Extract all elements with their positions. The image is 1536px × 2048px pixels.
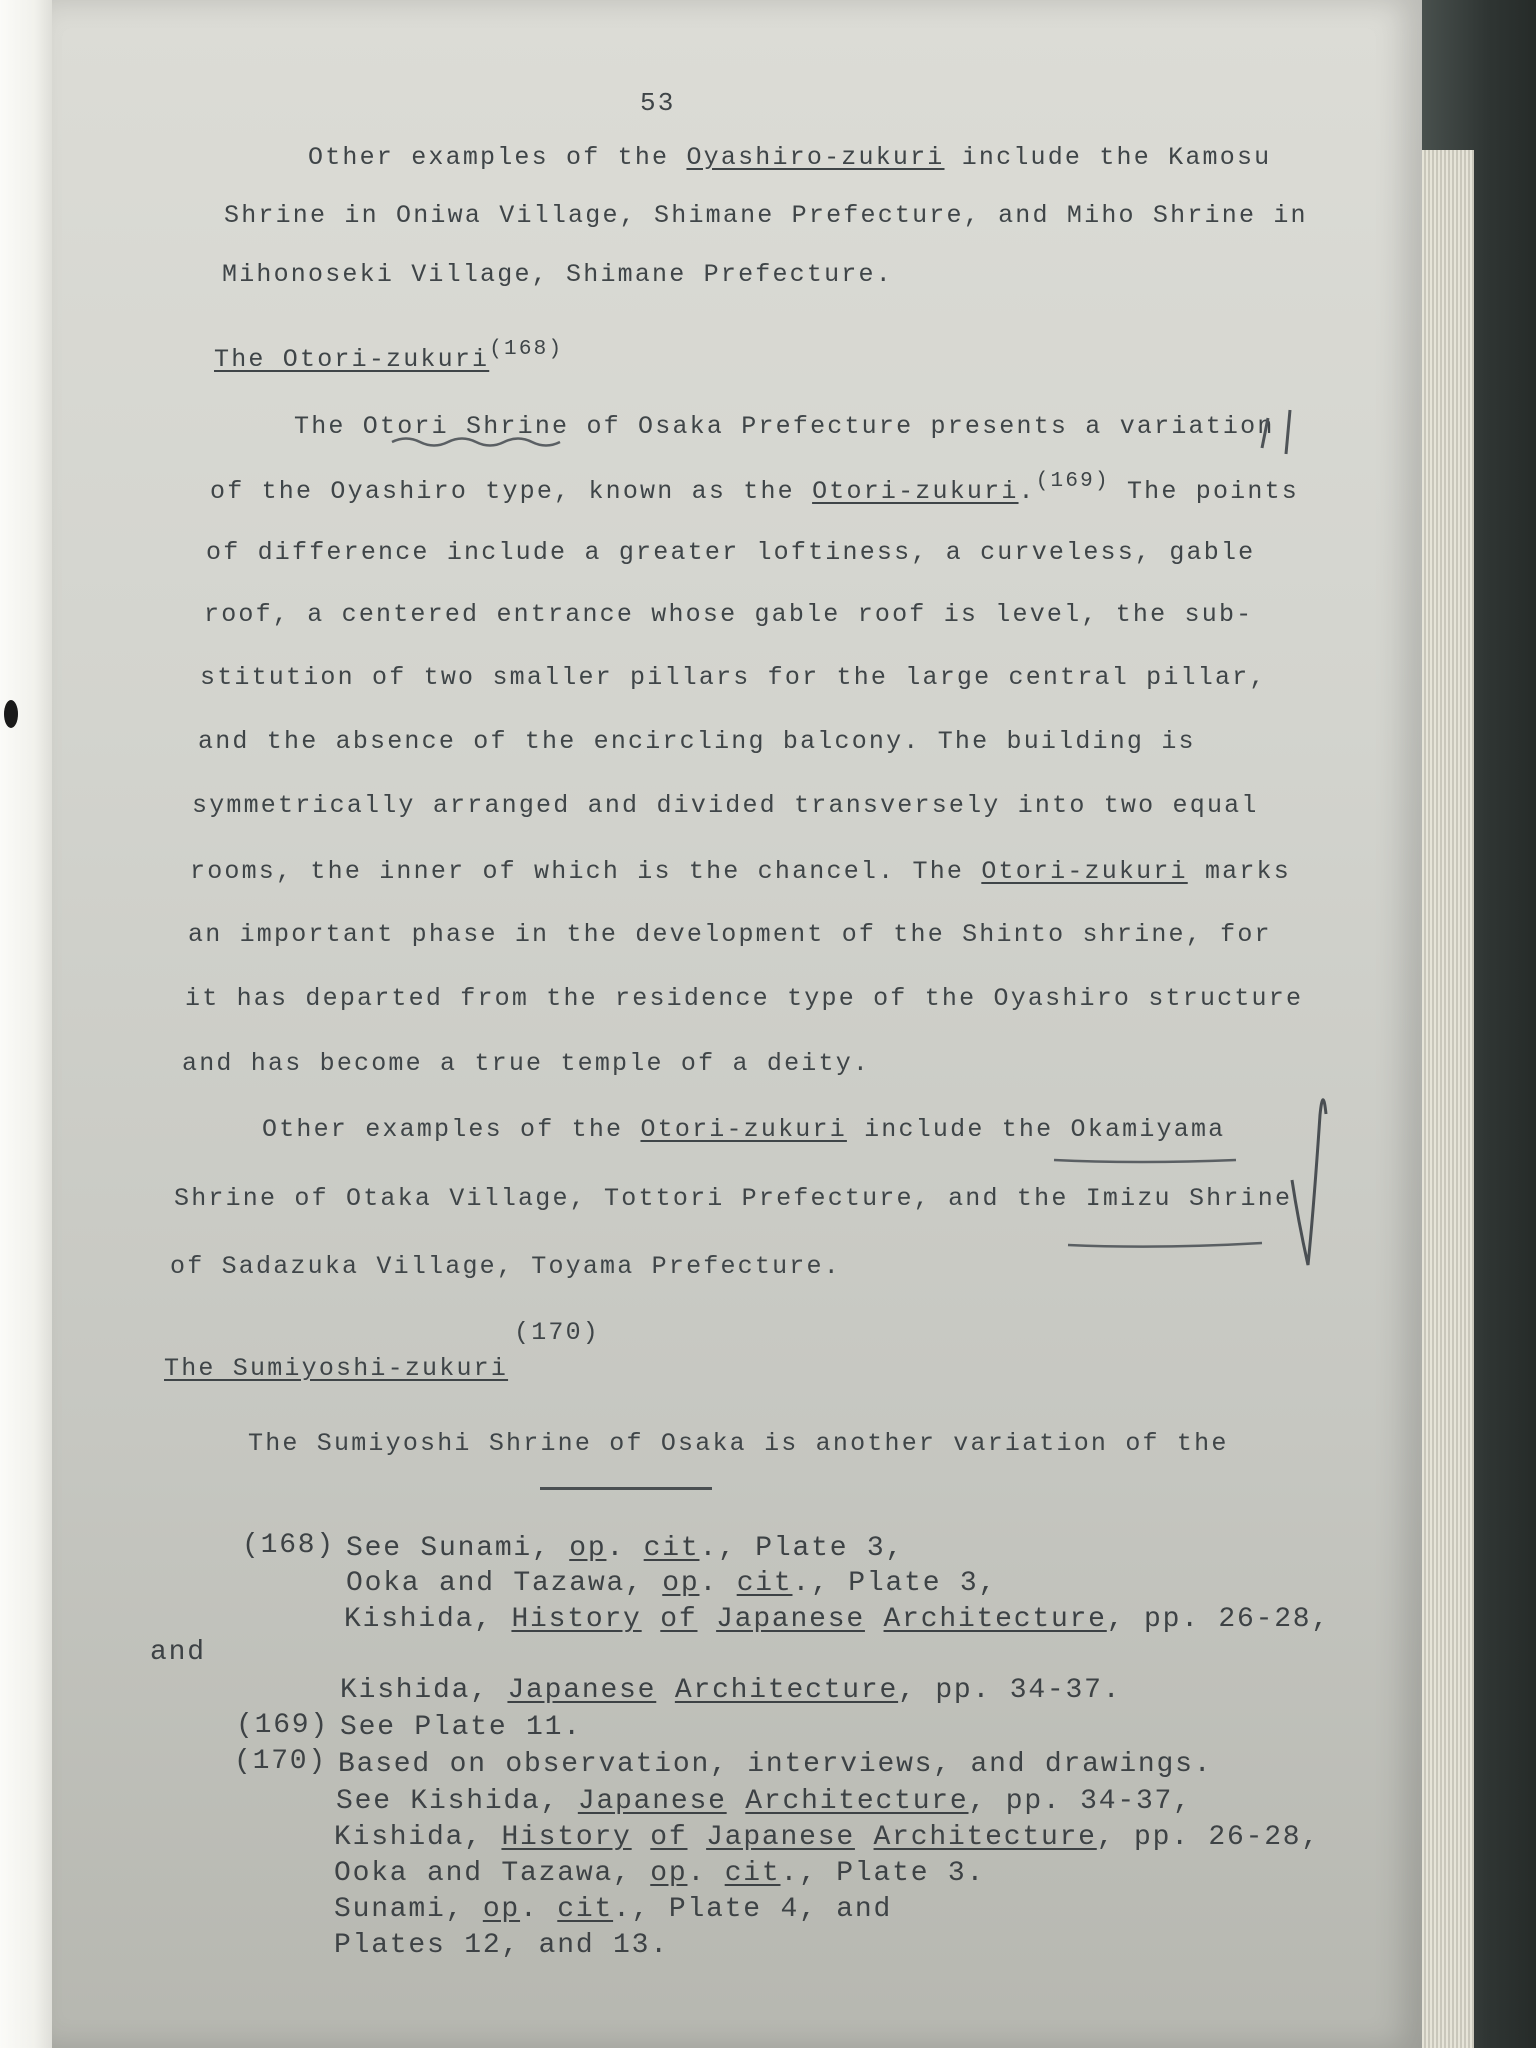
paragraph-2-line-8: rooms, the inner of which is the chancel. The Otori-zukuri marks bbox=[190, 857, 1291, 886]
footnote-170-line-4: Ooka and Tazawa, op. cit., Plate 3. bbox=[334, 1858, 986, 1889]
section-heading-otori: The Otori-zukuri$^{(168)}$ bbox=[214, 338, 564, 374]
footnote-169-line-1: See Plate 11. bbox=[340, 1712, 582, 1743]
pencil-underline-imizu bbox=[1068, 1243, 1262, 1247]
footnote-168-line-4: Kishida, Japanese Architecture, pp. 34-37. bbox=[340, 1675, 1122, 1706]
section-heading-sumiyoshi-ref: (170) bbox=[514, 1318, 601, 1347]
paragraph-2-line-4: roof, a centered entrance whose gable roof is level, the sub- bbox=[204, 600, 1254, 629]
footnote-170-line-1: Based on observation, interviews, and drawings. bbox=[338, 1749, 1213, 1780]
paragraph-2-line-1: The Otori Shrine of Osaka Prefecture presents a variation bbox=[294, 412, 1275, 441]
footnote-168-number: (168) bbox=[242, 1530, 336, 1561]
pencil-check-mark bbox=[1292, 1100, 1326, 1265]
paragraph-2-line-6: and the absence of the encircling balcony. The building is bbox=[198, 727, 1196, 756]
pencil-squiggle-underline bbox=[392, 439, 560, 446]
footnote-170-line-6: Plates 12, and 13. bbox=[334, 1930, 669, 1961]
paragraph-2-line-10: it has departed from the residence type of the Oyashiro structure bbox=[185, 984, 1304, 1013]
paragraph-3-line-1: Other examples of the Otori-zukuri include the Okamiyama bbox=[262, 1115, 1226, 1144]
footnote-170-number: (170) bbox=[234, 1746, 328, 1777]
paragraph-3-line-2: Shrine of Otaka Village, Tottori Prefecture, and the Imizu Shrine bbox=[174, 1184, 1293, 1213]
pencil-margin-tick-2 bbox=[1286, 410, 1290, 454]
paragraph-1-line-3: Mihonoseki Village, Shimane Prefecture. bbox=[222, 260, 893, 289]
pencil-underline-okamiyama bbox=[1054, 1160, 1236, 1162]
footnote-168-line-2: Ooka and Tazawa, op. cit., Plate 3, bbox=[346, 1568, 998, 1599]
footnote-168-line-1: See Sunami, op. cit., Plate 3, bbox=[346, 1533, 905, 1564]
page-number: 53 bbox=[640, 88, 676, 118]
footnote-170-line-5: Sunami, op. cit., Plate 4, and bbox=[334, 1894, 893, 1925]
paragraph-2-line-3: of difference include a greater loftiness, a curveless, gable bbox=[206, 538, 1256, 567]
footnote-168-and-label: and bbox=[150, 1637, 206, 1668]
paragraph-1-line-1: Other examples of the Oyashiro-zukuri include the Kamosu bbox=[308, 143, 1272, 172]
pencil-margin-tick-1 bbox=[1262, 418, 1268, 448]
paragraph-2-line-7: symmetrically arranged and divided transversely into two equal bbox=[192, 791, 1259, 820]
paragraph-4-line-1: The Sumiyoshi Shrine of Osaka is another variation of the bbox=[248, 1429, 1229, 1458]
footnote-170-line-2: See Kishida, Japanese Architecture, pp. 34-37, bbox=[336, 1786, 1192, 1817]
section-heading-sumiyoshi: The Sumiyoshi-zukuri bbox=[164, 1354, 509, 1383]
paragraph-1-line-2: Shrine in Oniwa Village, Shimane Prefecture, and Miho Shrine in bbox=[224, 201, 1308, 230]
footnote-169-number: (169) bbox=[236, 1710, 330, 1741]
footnote-168-line-3: Kishida, History of Japanese Architecture, pp. 26-28, bbox=[344, 1604, 1331, 1635]
paragraph-2-line-11: and has become a true temple of a deity. bbox=[182, 1049, 871, 1078]
paragraph-2-line-9: an important phase in the development of the Shinto shrine, for bbox=[188, 920, 1272, 949]
paragraph-2-line-5: stitution of two smaller pillars for the large central pillar, bbox=[200, 663, 1267, 692]
paragraph-3-line-3: of Sadazuka Village, Toyama Prefecture. bbox=[170, 1252, 841, 1281]
paragraph-2-line-2: of the Oyashiro type, known as the Otori-zukuri.$^{(169)}$ The points bbox=[210, 470, 1299, 506]
footnote-170-line-3: Kishida, History of Japanese Architecture, pp. 26-28, bbox=[334, 1822, 1321, 1853]
